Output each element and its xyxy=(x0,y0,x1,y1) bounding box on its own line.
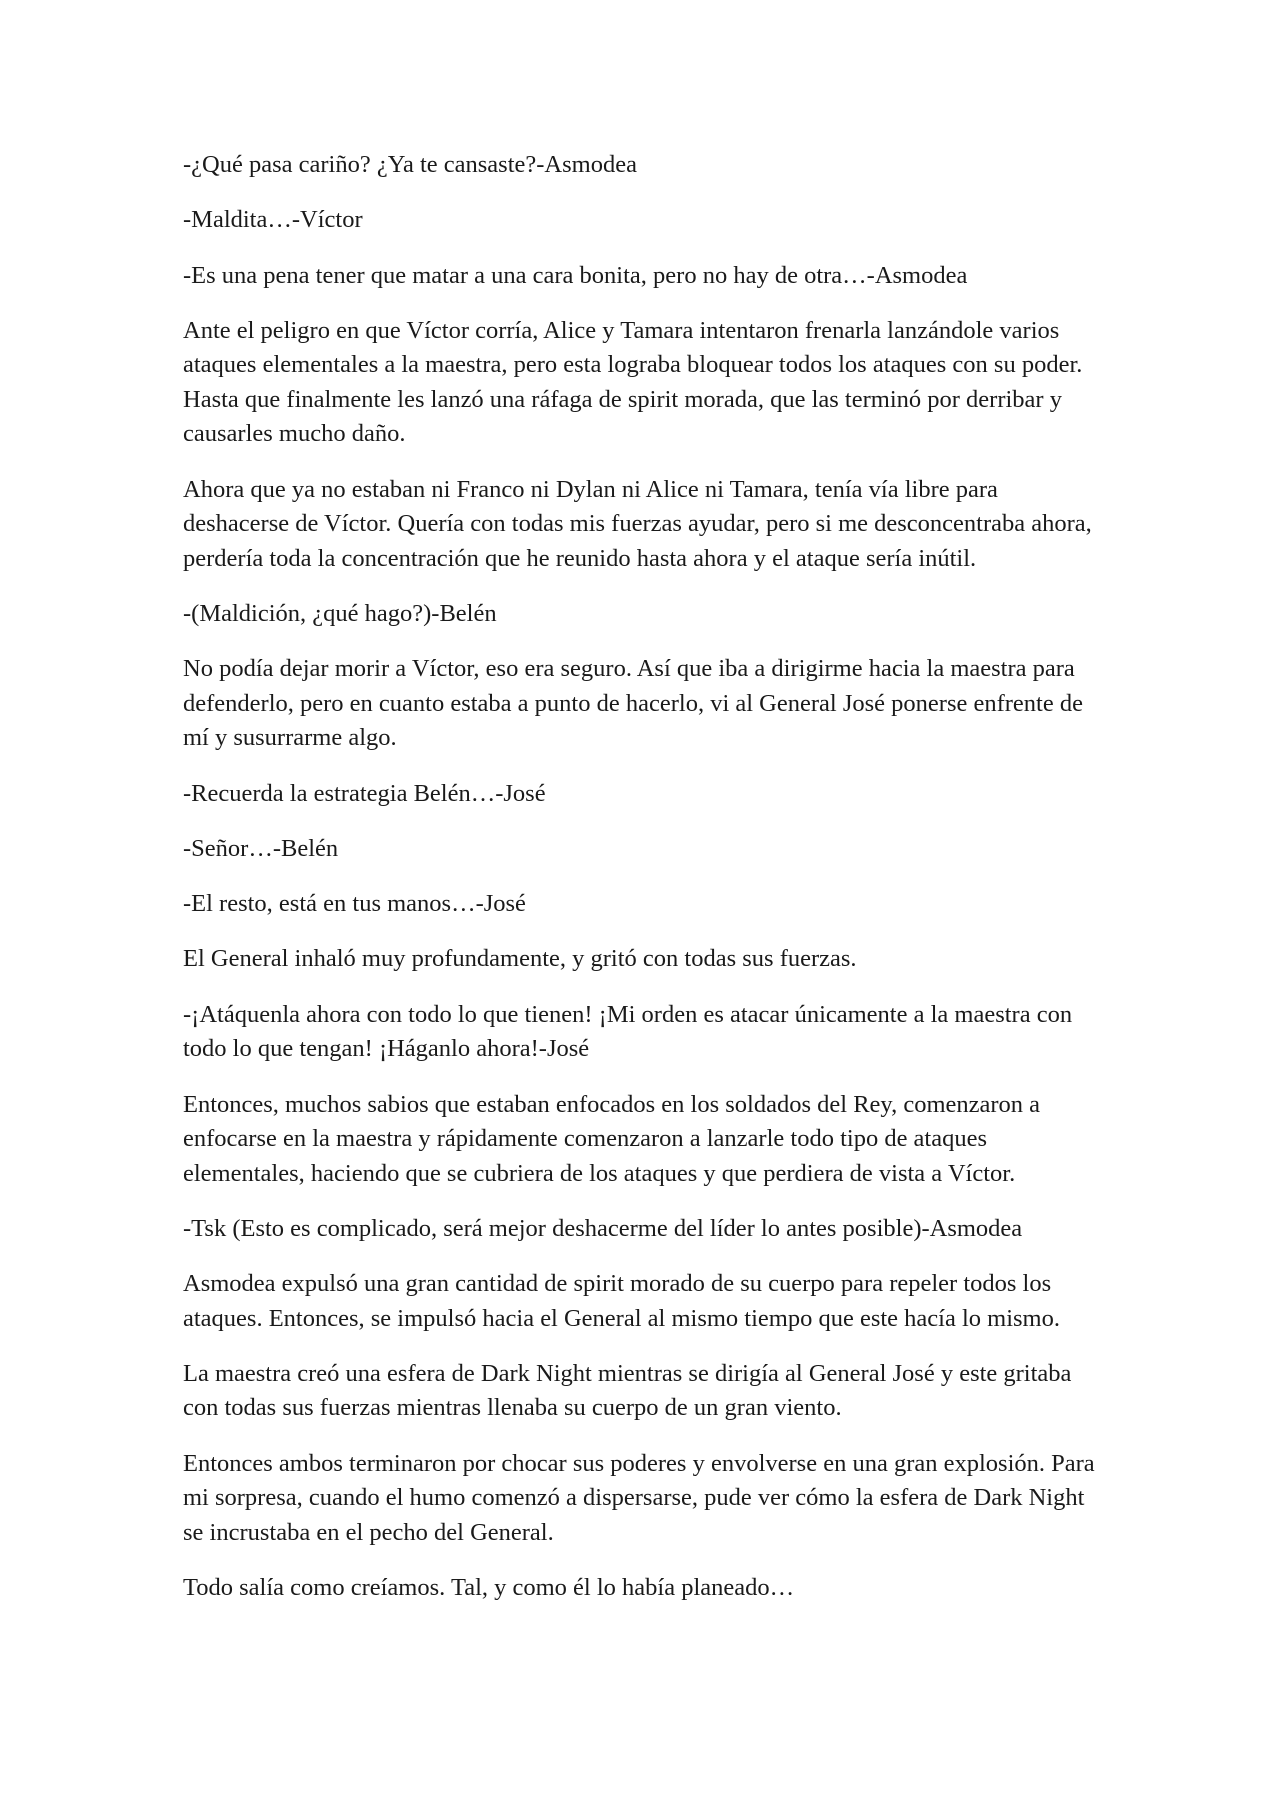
paragraph-6: -(Maldición, ¿qué hago?)-Belén xyxy=(183,599,497,627)
paragraph-5: Ahora que ya no estaban ni Franco ni Dylan ni Alice ni Tamara, tenía vía libre para deshacerse de Víctor. Quería con todas mis fuerzas ayudar, pero si me desconcentraba ahora, perdería toda la concentración que he reunido hasta ahora y el ataque sería inútil. xyxy=(183,475,1092,572)
paragraph-18: Todo salía como creíamos. Tal, y como él lo había planeado… xyxy=(183,1574,795,1602)
paragraph-11: El General inhaló muy profundamente, y gritó con todas sus fuerzas. xyxy=(183,945,857,973)
paragraph-1: -¿Qué pasa cariño? ¿Ya te cansaste?-Asmodea xyxy=(183,151,637,178)
paragraph-10: -El resto, está en tus manos…-José xyxy=(183,890,526,918)
paragraph-13: Entonces, muchos sabios que estaban enfocados en los soldados del Rey, comenzaron a enfocarse en la maestra y rápidamente comenzaron a lanzarle todo tipo de ataques elementales, haciendo que se cubriera de los ataques y que perdiera de vista a Víctor. xyxy=(183,1090,1041,1187)
paragraph-2: -Maldita…-Víctor xyxy=(183,206,363,234)
document-body xyxy=(183,148,1108,1626)
paragraph-15: Asmodea expulsó una gran cantidad de spirit morado de su cuerpo para repeler todos los ataques. Entonces, se impulsó hacia el General al mismo tiempo que este hacía lo mismo. xyxy=(183,1270,1060,1332)
paragraph-8: -Recuerda la estrategia Belén…-José xyxy=(183,779,546,807)
paragraph-3: -Es una pena tener que matar a una cara bonita, pero no hay de otra…-Asmodea xyxy=(183,261,968,289)
paragraph-9: -Señor…-Belén xyxy=(183,834,339,862)
paragraph-16: La maestra creó una esfera de Dark Night mientras se dirigía al General José y este gritaba con todas sus fuerzas mientras llenaba su cuerpo de un gran viento. xyxy=(183,1359,1072,1422)
paragraph-17: Entonces ambos terminaron por chocar sus poderes y envolverse en una gran explosión. Para mi sorpresa, cuando el humo comenzó a dispersarse, pude ver cómo la esfera de Dark Night se incrustaba en el pecho del General. xyxy=(183,1449,1095,1546)
paragraph-7: No podía dejar morir a Víctor, eso era seguro. Así que iba a dirigirme hacia la maestra para defenderlo, pero en cuanto estaba a punto de hacerlo, vi al General José ponerse enfrente de mí y susurrarme algo. xyxy=(183,655,1083,752)
paragraph-12: -¡Atáquenla ahora con todo lo que tienen! ¡Mi orden es atacar únicamente a la maestra con todo lo que tengan! ¡Háganlo ahora!-José xyxy=(183,1000,1073,1063)
paragraph-14: -Tsk (Esto es complicado, será mejor deshacerme del líder lo antes posible)-Asmodea xyxy=(183,1214,1023,1242)
paragraph-4: Ante el peligro en que Víctor corría, Alice y Tamara intentaron frenarla lanzándole varios ataques elementales a la maestra, pero esta lograba bloquear todos los ataques con su poder. Hasta que finalmente les lanzó una ráfaga de spirit morada, que las terminó por derribar y causarles mucho daño. xyxy=(183,316,1083,448)
